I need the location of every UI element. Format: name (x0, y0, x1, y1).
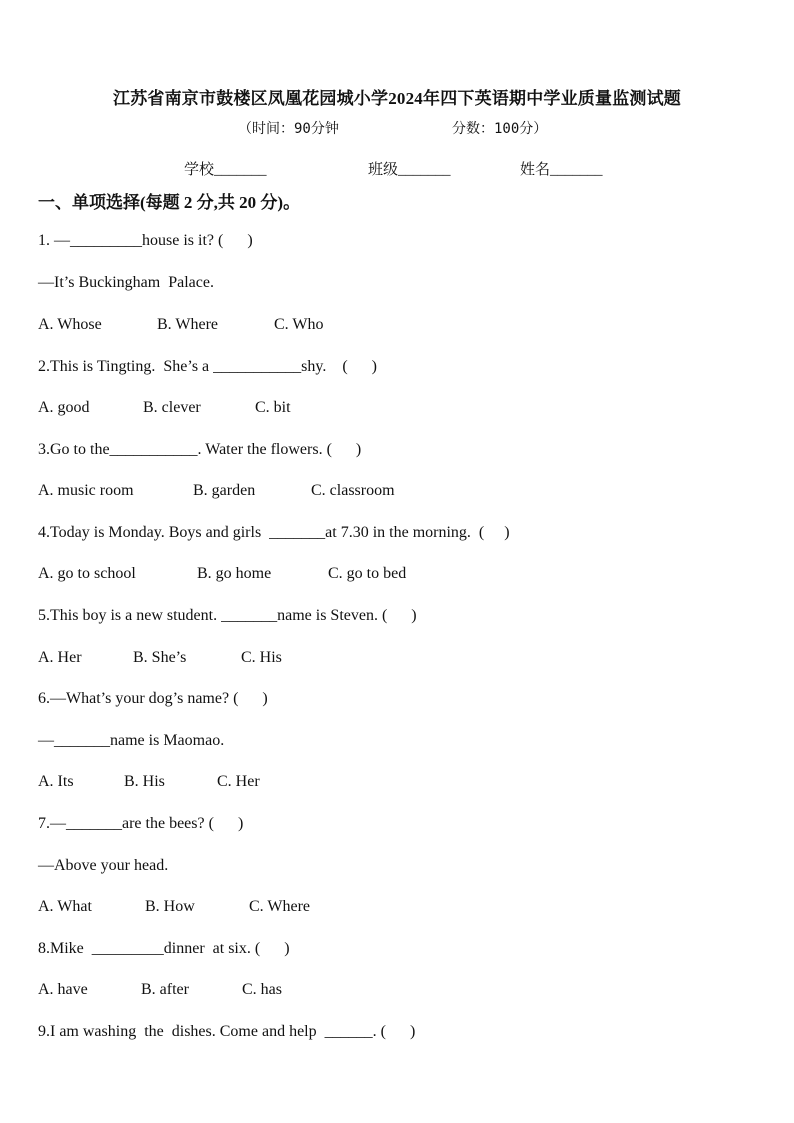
question-1-option-b: B. Where (157, 316, 219, 333)
question-5-stem: 5.This boy is a new student. _______name is Steven. ( ) (38, 607, 417, 624)
question-6-option-a: A. Its (38, 773, 74, 790)
question-7-option-b: B. How (145, 898, 195, 915)
question-6-option-c: C. Her (217, 773, 260, 790)
question-2-option-a: A. good (38, 399, 90, 416)
exam-title: 江苏省南京市鼓楼区凤凰花园城小学2024年四下英语期中学业质量监测试题 (113, 89, 681, 108)
name-field: 姓名_______ (520, 162, 603, 178)
question-1-stem: 1. —_________house is it? ( ) (38, 232, 253, 249)
question-5-option-a: A. Her (38, 649, 82, 666)
question-6-sub: —_______name is Maomao. (38, 732, 225, 749)
question-1-option-c: C. Who (274, 316, 324, 333)
question-8-option-b: B. after (141, 981, 189, 998)
exam-score: 分数：100分） (452, 121, 548, 137)
question-3-option-a: A. music room (38, 482, 134, 499)
question-2-option-b: B. clever (143, 399, 201, 416)
question-5-option-c: C. His (241, 649, 282, 666)
question-6-option-b: B. His (124, 773, 165, 790)
question-7-option-a: A. What (38, 898, 92, 915)
question-1-sub: —It’s Buckingham Palace. (38, 274, 214, 291)
question-2-option-c: C. bit (255, 399, 291, 416)
question-4-option-b: B. go home (197, 565, 272, 582)
question-8-stem: 8.Mike _________dinner at six. ( ) (38, 940, 290, 957)
question-6-stem: 6.—What’s your dog’s name? ( ) (38, 690, 268, 707)
question-3-option-b: B. garden (193, 482, 256, 499)
exam-time: （时间：90分钟 (238, 121, 339, 137)
question-8-option-a: A. have (38, 981, 88, 998)
question-3-option-c: C. classroom (311, 482, 395, 499)
question-4-stem: 4.Today is Monday. Boys and girls _______at 7.30 in the morning. ( ) (38, 524, 510, 541)
question-2-stem: 2.This is Tingting. She’s a ___________shy. ( ) (38, 358, 377, 375)
class-field: 班级_______ (368, 162, 451, 178)
question-1-option-a: A. Whose (38, 316, 102, 333)
question-4-option-c: C. go to bed (328, 565, 407, 582)
question-3-stem: 3.Go to the___________. Water the flowers. ( ) (38, 441, 362, 458)
question-4-option-a: A. go to school (38, 565, 136, 582)
question-7-sub: —Above your head. (38, 857, 169, 874)
question-7-stem: 7.—_______are the bees? ( ) (38, 815, 244, 832)
school-field: 学校_______ (184, 162, 267, 178)
question-8-option-c: C. has (242, 981, 282, 998)
question-7-option-c: C. Where (249, 898, 311, 915)
question-9-stem: 9.I am washing the dishes. Come and help ______. ( ) (38, 1023, 416, 1040)
section-title: 一、单项选择(每题 2 分,共 20 分)。 (38, 193, 301, 212)
question-5-option-b: B. She’s (133, 649, 187, 666)
